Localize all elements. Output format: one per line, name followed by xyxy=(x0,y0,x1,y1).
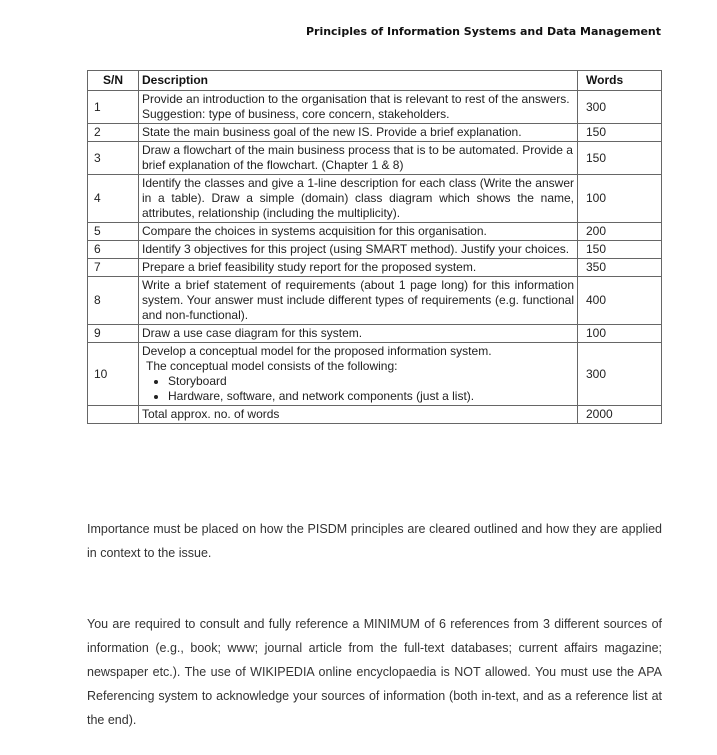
table-row xyxy=(88,277,662,325)
column-header-words: Words xyxy=(578,71,662,91)
row-description: Compare the choices in systems acquisition for this organisation. xyxy=(139,223,578,241)
row-description-conceptual-model xyxy=(139,343,578,406)
column-header-description: Description xyxy=(139,71,578,91)
row-description: Write a brief statement of requirements (about 1 page long) for this information system. Your answer must include different types of requirements (e.g. functional and non-functional). xyxy=(139,277,578,325)
table-row xyxy=(88,142,662,175)
row-words: 100 xyxy=(578,325,662,343)
table-total-row xyxy=(88,406,662,424)
row-description: Draw a flowchart of the main business process that is to be automated. Provide a brief explanation of the flowchart. (Chapter 1 & 8) xyxy=(139,142,578,175)
row-sn: 6 xyxy=(88,241,139,259)
row-description: Identify the classes and give a 1-line description for each class (Write the answer in a table). Draw a simple (domain) class diagram which shows the name, attributes, relationship (including the multiplicity). xyxy=(139,175,578,223)
row-words: 300 xyxy=(578,91,662,124)
list-item: • Storyboard xyxy=(168,374,574,389)
conceptual-model-list xyxy=(142,374,574,404)
table-header-row xyxy=(88,71,662,91)
table-row xyxy=(88,124,662,142)
row-sn: 1 xyxy=(88,91,139,124)
table-row xyxy=(88,91,662,124)
table-row xyxy=(88,259,662,277)
total-label: Total approx. no. of words xyxy=(139,406,578,424)
row-sn: 4 xyxy=(88,175,139,223)
column-header-sn: S/N xyxy=(88,71,139,91)
row-words: 100 xyxy=(578,175,662,223)
row-words: 300 xyxy=(578,343,662,406)
requirements-table xyxy=(87,70,662,424)
row-description: State the main business goal of the new IS. Provide a brief explanation. xyxy=(139,124,578,142)
table-row xyxy=(88,325,662,343)
row-description-line: Develop a conceptual model for the proposed information system. xyxy=(142,344,492,358)
row-words: 350 xyxy=(578,259,662,277)
row-words: 150 xyxy=(578,241,662,259)
row-words: 150 xyxy=(578,124,662,142)
row-sn: 5 xyxy=(88,223,139,241)
total-words: 2000 xyxy=(578,406,662,424)
total-sn-empty xyxy=(88,406,139,424)
references-paragraph: You are required to consult and fully reference a MINIMUM of 6 references from 3 different sources of information (e.g., book; www; journal article from the full-text databases; current affairs magazine; newspaper etc.). The use of WIKIPEDIA online encyclopaedia is NOT allowed. You must use the APA Referencing system to acknowledge your sources of information (both in-text, and as a reference list at the end). xyxy=(87,617,662,727)
list-item: • Hardware, software, and network components (just a list). xyxy=(168,389,574,404)
importance-paragraph: Importance must be placed on how the PISDM principles are cleared outlined and how they are applied in context to the issue. xyxy=(87,522,662,560)
row-words: 150 xyxy=(578,142,662,175)
table-row xyxy=(88,343,662,406)
table-row xyxy=(88,223,662,241)
row-sn: 9 xyxy=(88,325,139,343)
row-sn: 2 xyxy=(88,124,139,142)
row-sn: 10 xyxy=(88,343,139,406)
row-description: Prepare a brief feasibility study report for the proposed system. xyxy=(139,259,578,277)
row-description: Draw a use case diagram for this system. xyxy=(139,325,578,343)
row-words: 400 xyxy=(578,277,662,325)
table-row xyxy=(88,241,662,259)
page-header-title: Principles of Information Systems and Data Management xyxy=(305,25,661,38)
row-sn: 3 xyxy=(88,142,139,175)
row-description: Identify 3 objectives for this project (using SMART method). Justify your choices. xyxy=(139,241,578,259)
row-words: 200 xyxy=(578,223,662,241)
row-sn: 7 xyxy=(88,259,139,277)
row-sn: 8 xyxy=(88,277,139,325)
row-description: Provide an introduction to the organisation that is relevant to rest of the answers. Suggestion: type of business, core concern, stakeholders. xyxy=(139,91,578,124)
table-row xyxy=(88,175,662,223)
row-description-subline: The conceptual model consists of the following: xyxy=(146,359,398,373)
